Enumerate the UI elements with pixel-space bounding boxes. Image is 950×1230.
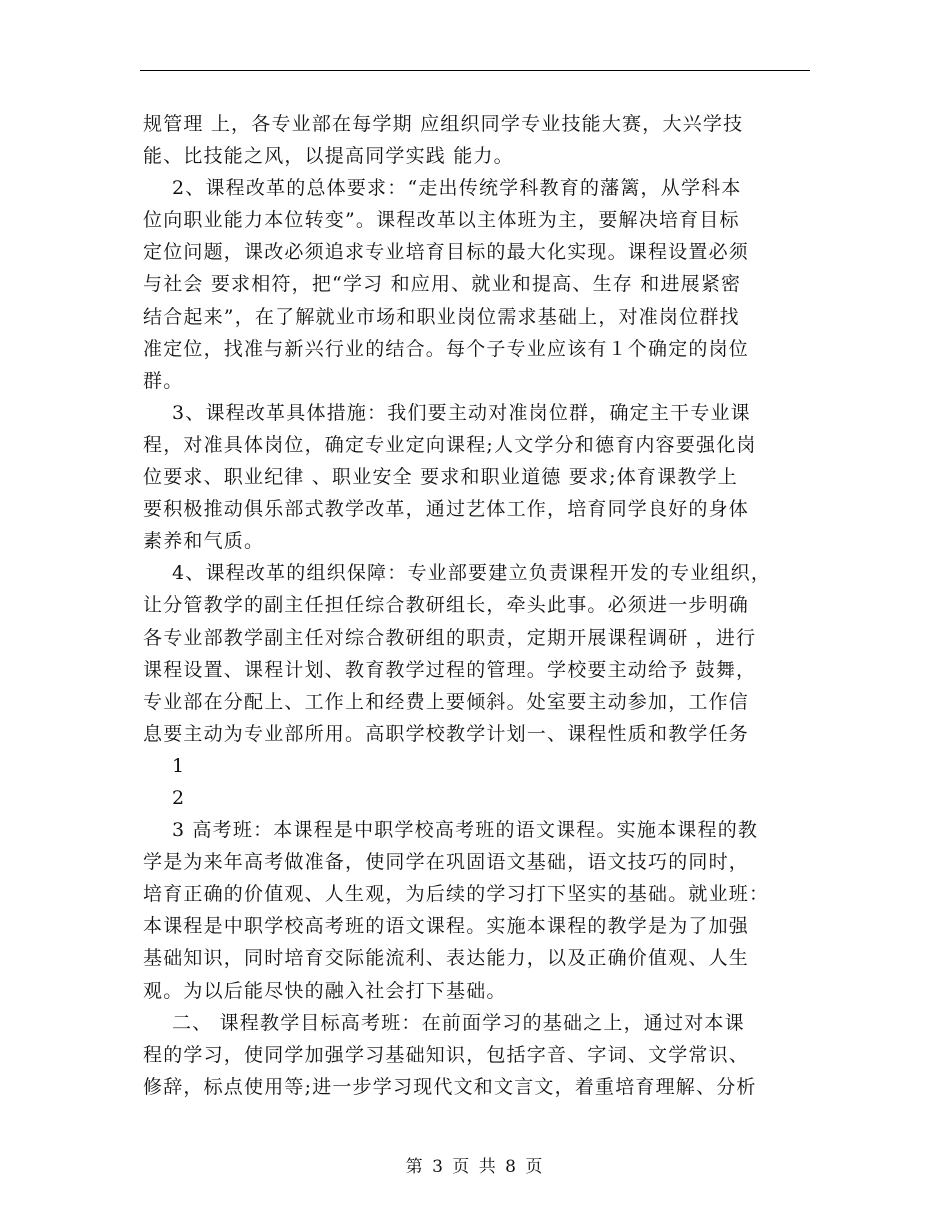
- text-line: 培育正确的价值观、人生观，为后续的学习打下坚实的基础。就业班：: [143, 883, 770, 906]
- text-line: 二、 课程教学目标高考班：在前面学习的基础之上，通过对本课: [143, 1011, 745, 1034]
- text-line: 与社会 要求相符，把“学习 和应用、就业和提高、生存 和进展紧密: [143, 273, 742, 296]
- text-line: 观。为以后能尽快的融入社会打下基础。: [143, 979, 507, 1002]
- text-line: 学是为来年高考做准备，使同学在巩固语文基础，语文技巧的同时，: [143, 851, 750, 874]
- text-line: 程的学习，使同学加强学习基础知识，包括字音、字词、文学常识、: [143, 1043, 750, 1066]
- text-line: 结合起来”，在了解就业市场和职业岗位需求基础上，对准岗位群找: [143, 305, 740, 328]
- text-line: 2: [143, 786, 186, 809]
- text-line: 定位问题，课改必须追求专业培育目标的最大化实现。课程设置必须: [143, 241, 750, 264]
- text-line: 能、比技能之风，以提高同学实践 能力。: [143, 145, 514, 168]
- text-line: 位向职业能力本位转变”。课程改革以主体班为主，要解决培育目标: [143, 209, 740, 232]
- header-rule: [140, 70, 810, 71]
- text-line: 本课程是中职学校高考班的语文课程。实施本课程的教学是为了加强: [143, 915, 750, 938]
- text-line: 位要求、职业纪律 、职业安全 要求和职业道德 要求;体育课教学上: [143, 466, 738, 489]
- text-line: 准定位，找准与新兴行业的结合。每个子专业应该有１个确定的岗位: [143, 337, 750, 360]
- text-line: 程，对准具体岗位，确定专业定向课程;人文学分和德育内容要强化岗: [143, 433, 757, 456]
- text-line: 基础知识，同时培育交际能流利、表达能力，以及正确价值观、人生: [143, 947, 750, 970]
- text-line: 要积极推动俱乐部式教学改革，通过艺体工作，培育同学良好的身体: [143, 498, 750, 521]
- text-line: 修辞，标点使用等;进一步学习现代文和文言文，着重培育理解、分析: [143, 1075, 757, 1098]
- document-body: [143, 108, 818, 1103]
- text-line: 规管理 上，各专业部在每学期 应组织同学专业技能大赛，大兴学技: [143, 113, 744, 135]
- text-line: 1: [143, 754, 186, 777]
- page-number-footer: 第 3 页 共 8 页: [405, 1157, 545, 1177]
- text-line: 素养和气质。: [143, 530, 265, 553]
- text-line: 专业部在分配上、工作上和经费上要倾斜。处室要主动参加，工作信: [143, 690, 750, 713]
- text-line: 2、课程改革的总体要求：“走出传统学科教育的藩篱，从学科本: [143, 177, 742, 200]
- text-line: 群。: [143, 369, 184, 392]
- text-line: 让分管教学的副主任担任综合教研组长，牵头此事。必须进一步明确: [143, 594, 750, 617]
- text-line: 息要主动为专业部所用。高职学校教学计划一、课程性质和教学任务: [143, 722, 750, 745]
- text-line: 4、课程改革的组织保障：专业部要建立负责课程开发的专业组织，: [143, 562, 772, 585]
- text-line: 各专业部教学副主任对综合教研组的职责，定期开展课程调研 ，进行: [143, 626, 757, 649]
- text-line: 3 高考班：本课程是中职学校高考班的语文课程。实施本课程的教: [143, 819, 759, 842]
- text-line: 课程设置、课程计划、教育教学过程的管理。学校要主动给予 鼓舞，: [143, 658, 757, 681]
- text-line: 3、课程改革具体措施：我们要主动对准岗位群，确定主干专业课: [143, 401, 751, 424]
